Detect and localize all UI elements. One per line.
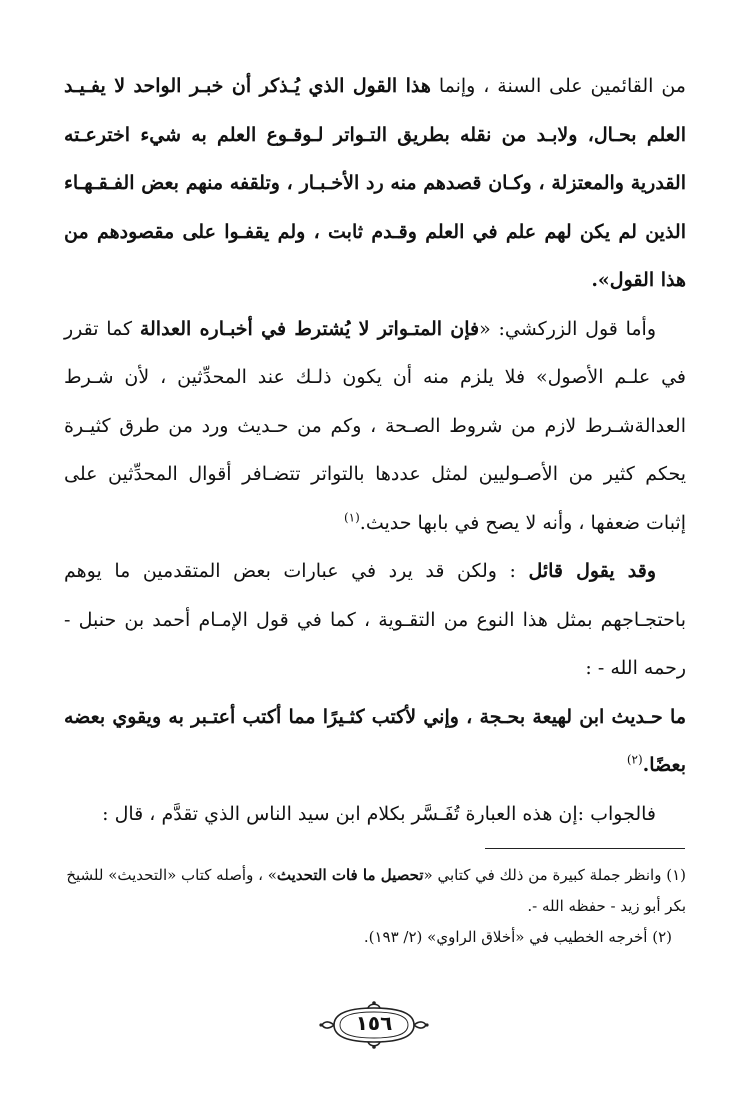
paragraph-3-bold-lead: وقد يقول قائل [528, 560, 657, 582]
paragraph-2-bold-quote: فإن المتـواتر لا يُشترط في أخبـاره العدالة [139, 317, 480, 340]
page-number-ornament [318, 1000, 430, 1050]
footnote-marker-1[interactable]: (١) [343, 510, 360, 525]
footnote-marker-2[interactable]: (٢) [626, 752, 643, 767]
footnote-1-rest: » ، وأصله كتاب «التحديث» للشيخ بكر أبو زيد - حفظه الله -. [66, 866, 686, 915]
footnotes [64, 860, 686, 953]
paragraph-3-body: : ولكن قد يرد في عبارات بعض المتقدمين ما يوهم باحتجـاجهم بمثل هذا النوع من التقـوية ، كما في قول الإمـام أحمد بن حنبل - رحمه الله - : [64, 560, 686, 679]
footnote-2-text: (٢) أخرجه الخطيب في «أخلاق الراوي» (٢/ ١٩٣). [363, 928, 672, 946]
paragraph-2-intro: وأما قول الزركشي: « [479, 317, 657, 340]
footnote-1 [64, 860, 686, 922]
paragraph-4-bold-quote: ما حـديث ابن لهيعة بحـجة ، وإني لأكتب كثـيرًا مما أكتب أعتـبر به ويقوي بعضه بعضًا. [64, 705, 686, 776]
main-text [64, 62, 686, 838]
paragraph-2-body: كما تقرر في علـم الأصول» فلا يلزم منه أن يكون ذلـك عند المحدِّثين ، لأن شـرط العدالةشـرط لازم من شروط الصـحة ، وكم من حـديث ورد من طرق كثيـرة يحكم كثير من الأصـوليين لمثل عددها بالتواتر تتضـافر أقوال المحدِّثين على إثبات ضعفها ، وأنه لا يصح في بابها حديث. [64, 317, 686, 534]
page-number: ١٥٦ [355, 1011, 393, 1035]
paragraph-5-body: فالجواب :إن هذه العبارة تُفَـسَّر بكلام ابن سيد الناس الذي تقدَّم ، قال : [102, 802, 656, 825]
footnote-2 [64, 922, 686, 953]
paragraph-1-intro: من القائمين على السنة ، وإنما [430, 75, 686, 97]
paragraph-2 [64, 305, 686, 548]
footnote-1-lead: (١) وانظر جملة كبيرة من ذلك في كتابي « [423, 866, 686, 884]
paragraph-4 [64, 693, 686, 790]
paragraph-5 [64, 790, 686, 839]
footnote-1-book-title: تحصيل ما فات التحديث [276, 866, 424, 884]
footnote-divider [485, 848, 685, 849]
paragraph-3 [64, 547, 686, 693]
paragraph-1-bold-quote: هذا القول الذي يُـذكر أن خبـر الواحد لا يفـيـد العلم بحـال، ولابـد من نقله بطريق التـواتر لـوقـوع العلم به شيء اخترعـته القدرية والمعتزلة ، وكـان قصدهم منه رد الأخـبـار ، وتلقفه منهم بعض الفـقـهـاء الذين لم يكن لهم علم في العلم وقـدم ثابت ، ولم يقفـوا على مقصودهم من هذا القول». [64, 75, 686, 291]
paragraph-1 [64, 62, 686, 305]
